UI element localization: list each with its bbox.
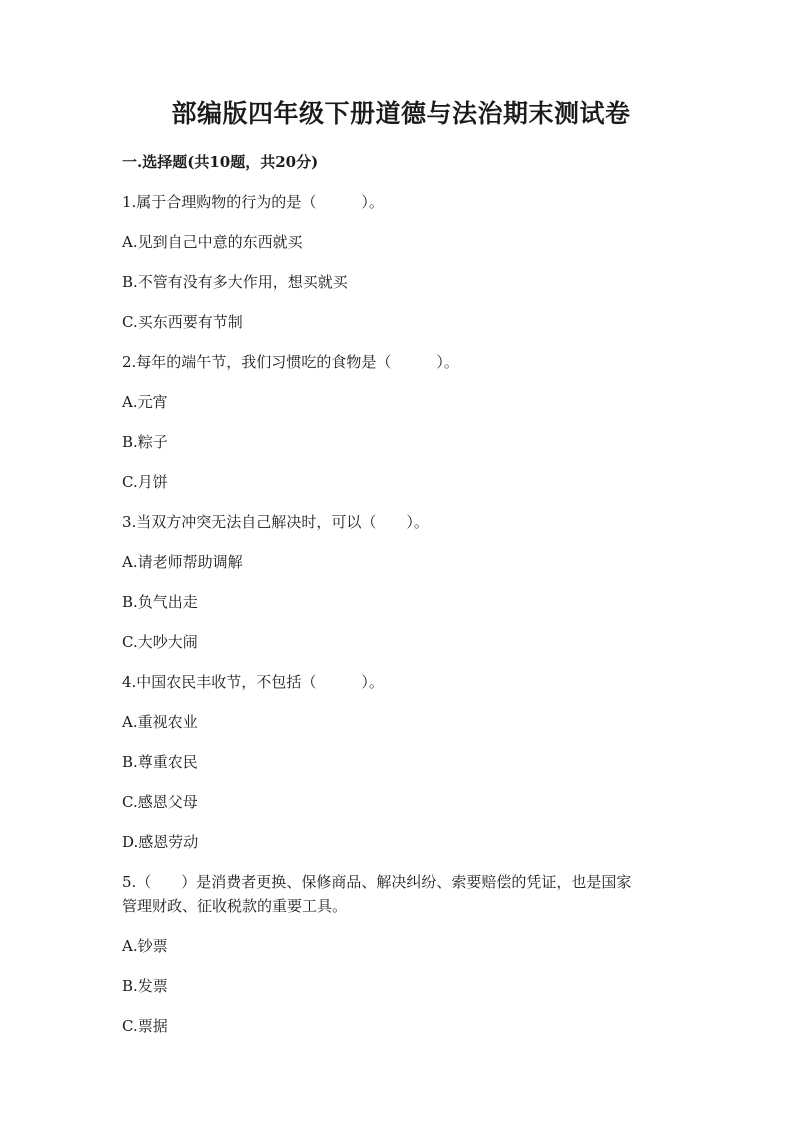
document-title: 部编版四年级下册道德与法治期末测试卷 — [171, 99, 631, 128]
option-c: C.买东西要有节制 — [122, 313, 243, 331]
question-4 — [122, 671, 680, 853]
question-line: 3.当双方冲突无法自己解决时，可以（ ）。 — [122, 513, 429, 531]
question-text — [122, 191, 680, 213]
option-b: B.负气出走 — [122, 593, 198, 611]
question-line: 2.每年的端午节，我们习惯吃的食物是（ ）。 — [122, 353, 459, 371]
question-text — [122, 671, 680, 693]
question-line: 管理财政、征收税款的重要工具。 — [122, 897, 348, 915]
option-b: B.不管有没有多大作用，想买就买 — [122, 273, 348, 291]
option-c: C.感恩父母 — [122, 793, 198, 811]
option-b: B.粽子 — [122, 433, 168, 451]
question-line: 5.（ ）是消费者更换、保修商品、解决纠纷、索要赔偿的凭证，也是国家 — [122, 873, 632, 891]
question-5 — [122, 871, 680, 1037]
option-a: A.钞票 — [122, 937, 168, 955]
option-c: C.票据 — [122, 1017, 168, 1035]
option-a: A.见到自己中意的东西就买 — [122, 233, 303, 251]
option-b: B.尊重农民 — [122, 753, 198, 771]
option-c: C.月饼 — [122, 473, 168, 491]
section-heading: 一.选择题(共10题，共20分) — [122, 153, 319, 171]
question-1 — [122, 191, 680, 333]
option-c: C.大吵大闹 — [122, 633, 198, 651]
question-line: 4.中国农民丰收节，不包括（ ）。 — [122, 673, 384, 691]
question-2 — [122, 351, 680, 493]
option-d: D.感恩劳动 — [122, 833, 199, 851]
question-line: 1.属于合理购物的行为的是（ ）。 — [122, 193, 384, 211]
option-a: A.请老师帮助调解 — [122, 553, 243, 571]
question-text — [122, 511, 680, 533]
question-3 — [122, 511, 680, 653]
option-a: A.元宵 — [122, 393, 168, 411]
question-text — [122, 351, 680, 373]
question-text — [122, 871, 680, 917]
option-a: A.重视农业 — [122, 713, 198, 731]
option-b: B.发票 — [122, 977, 168, 995]
